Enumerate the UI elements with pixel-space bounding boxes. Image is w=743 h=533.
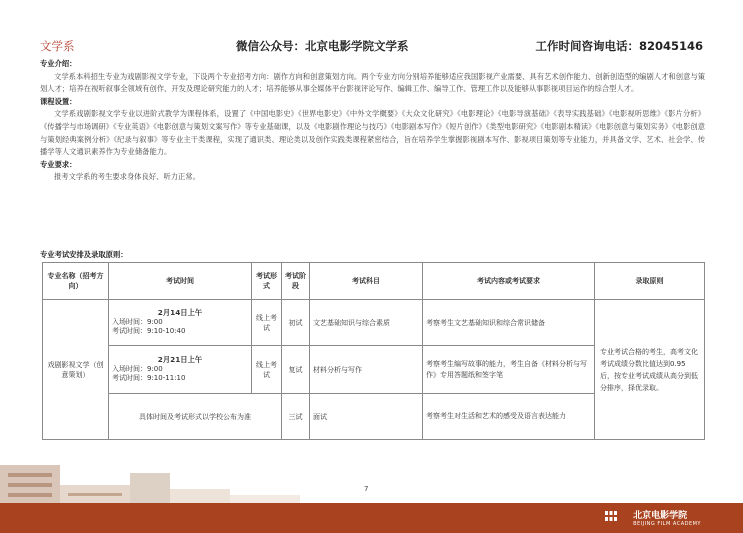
header-subject: 考试科目 xyxy=(310,263,423,300)
stage-cell: 复试 xyxy=(282,346,310,394)
content-cell: 考察考生编写故事的能力，考生自备《材料分析与写作》专用答题纸和签字笔 xyxy=(423,346,595,394)
exam-time: 考试时间：9:10-10:40 xyxy=(112,327,186,336)
content-cell: 考察考生对生活和艺术的感受及语言表达能力 xyxy=(423,394,595,440)
consult-phone: 工作时间咨询电话：82045146 xyxy=(535,39,703,53)
course-text: 文学系戏剧影视文学专业以进阶式教学为课程体系，设置了《中国电影史》《世界电影史》《中外文学概要》《大众文化研究》《电影理论》《电影导演基础》《表导实践基础》《电影视听思维》《影片分析》《传播学与市场调研》《专业英语》《电影创意与策划文案写作》等专业基础课，以及《电影剧作理论与技巧》《电影剧本写作》《短片创作》《类型电影研究》《电影剧本精读》《电影创意与策划实务》《电影创意与策划经典案例分析》《纪录与叙事》等专业主干类课程，实现了通识类、理论类以及创作实践类课程紧密结合，旨在培养学生掌握影视剧本写作、影视项目策划等专业能力，并具备文学、艺术、社会学、传播学等人文通识素养作为专业储备能力。 xyxy=(40,109,705,157)
header-content: 考试内容或考试要求 xyxy=(423,263,595,300)
exam-schedule-table xyxy=(42,262,705,440)
exam-date: 2月14日上午 xyxy=(157,308,203,318)
intro-text: 文学系本科招生专业为戏剧影视文学专业，下设两个专业招考方向：剧作方向和创意策划方向。两个专业方向分别培养能够适应我国影视产业需要、具有艺术创作能力、创新创造型的编剧人才和创意与策划人才；培养在视听叙事全领域有创作、开发及理论研究能力的人才；培养能够从事全媒体平台影视评论写作、编辑工作、编导工作、管理工作以及能够从事影视项目运作的综合型人才。 xyxy=(40,71,705,94)
requirement-text: 报考文学系的考生要求身体良好、听力正常。 xyxy=(54,172,200,182)
table-header-row xyxy=(43,263,705,300)
form-cell: 线上考试 xyxy=(252,346,282,394)
subject-cell: 文艺基础知识与综合素质 xyxy=(310,300,423,346)
dept-name: 文学系 xyxy=(40,39,75,53)
stage-cell: 初试 xyxy=(282,300,310,346)
header-form: 考试形式 xyxy=(252,263,282,300)
main-content xyxy=(40,58,705,184)
merged-note-cell: 具体时间及考试形式以学校公布为准 xyxy=(109,394,282,440)
table-heading: 专业考试安排及录取原则： xyxy=(40,250,128,259)
academy-name-en: BEIJING FILM ACADEMY xyxy=(633,521,701,527)
entry-time: 入场时间：9:00 xyxy=(112,317,163,326)
exam-time: 考试时间：9:10-11:10 xyxy=(112,374,186,383)
content-cell: 考察考生文艺基础知识和综合常识储备 xyxy=(423,300,595,346)
academy-name-cn: 北京电影学院 xyxy=(633,511,688,521)
academy-logo xyxy=(633,508,701,527)
page-number: 7 xyxy=(364,485,369,493)
footer-band xyxy=(0,503,743,533)
time-cell xyxy=(109,300,252,346)
subject-cell: 面试 xyxy=(310,394,423,440)
header-principle: 录取原则 xyxy=(595,263,705,300)
entry-time: 入场时间：9:00 xyxy=(112,364,163,373)
header-major: 专业名称（招考方向） xyxy=(43,263,109,300)
table-row xyxy=(43,300,705,346)
academy-logo-icon xyxy=(604,509,618,523)
page-header xyxy=(40,38,703,58)
subject-cell: 材料分析与写作 xyxy=(310,346,423,394)
wechat-account: 微信公众号：北京电影学院文学系 xyxy=(236,39,409,53)
time-cell xyxy=(109,346,252,394)
principle-cell: 专业考试合格的考生，高考文化考试成绩分数比值达到0.95后，按专业考试成绩从高分到低分排序，择优录取。 xyxy=(595,300,705,440)
course-heading: 课程设置： xyxy=(40,96,77,106)
form-cell: 线上考试 xyxy=(252,300,282,346)
header-time: 考试时间 xyxy=(109,263,252,300)
major-cell: 戏剧影视文学（创意策划） xyxy=(43,300,109,440)
intro-heading: 专业介绍： xyxy=(40,59,77,68)
stage-cell: 三试 xyxy=(282,394,310,440)
header-stage: 考试阶段 xyxy=(282,263,310,300)
exam-date: 2月21日上午 xyxy=(157,355,203,365)
requirement-heading: 专业要求： xyxy=(40,159,77,169)
